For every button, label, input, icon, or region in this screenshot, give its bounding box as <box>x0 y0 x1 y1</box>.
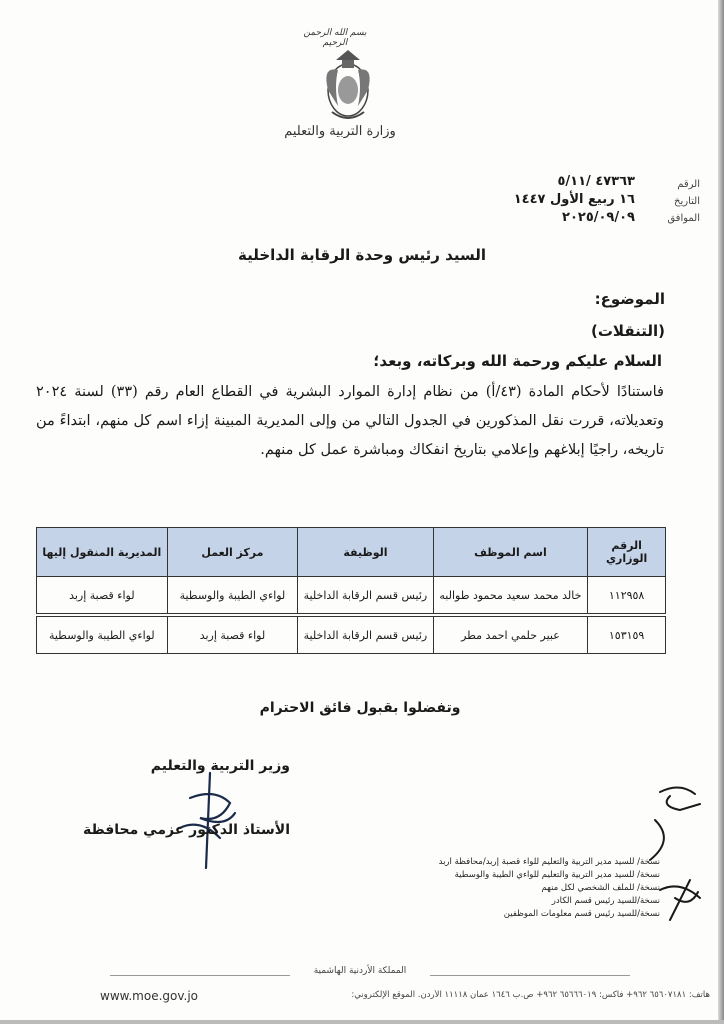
reference-values <box>500 173 635 227</box>
table-cell: رئيس قسم الرقابة الداخلية <box>298 577 433 614</box>
number-label: الرقم <box>677 179 700 190</box>
table-cell: لواء قصبة إربد <box>37 577 168 614</box>
column-header: اسم الموظف <box>433 528 588 577</box>
corresponding-label: الموافق <box>667 213 700 224</box>
transfers-table <box>36 527 666 654</box>
copy-item: نسخة/ للسيد مدير التربية والتعليم للواء قصبة إربد/محافظة اربد <box>438 857 660 867</box>
letter-body: فاستنادًا لأحكام المادة (٤٣/أ) من نظام إدارة الموارد البشرية في القطاع العام رقم (٣٣) لسنة ٢٠٢٤ وتعديلاته، قررت نقل المذكورين في الجدول التالي من وإلى المديرية المبينة إزاء اسم كل منهم، ابتداءً من تاريخه، راجيًا إبلاغهم وإعلامي بتاريخ انفكاك ومباشرة عمل كل منهم. <box>36 384 664 458</box>
closing-line: وتفضلوا بقبول فائق الاحترام <box>259 700 461 716</box>
table-row <box>37 577 666 614</box>
table-row <box>37 617 666 654</box>
table-cell: لواء قصبة إربد <box>167 617 298 654</box>
copies-list <box>390 856 660 921</box>
column-header: الرقم الوزاري <box>588 528 666 577</box>
copy-item: نسخة/ للسيد مدير التربية والتعليم للواءي الطيبة والوسطية <box>454 870 660 880</box>
table-header-row <box>37 528 666 577</box>
reference-labels <box>640 176 700 227</box>
footer-kingdom: المملكة الأردنية الهاشمية <box>290 966 430 976</box>
scan-edge <box>718 0 724 1024</box>
signatory-name: الأستاذ الدكتور عزمي محافظة <box>82 822 290 838</box>
signatory-title: وزير التربية والتعليم <box>150 758 290 774</box>
table-cell: لواءي الطيبة والوسطية <box>37 617 168 654</box>
coat-of-arms-icon <box>318 46 378 124</box>
basmala: بسم الله الرحمن الرحيم <box>303 28 367 48</box>
table-cell: خالد محمد سعيد محمود طوالبه <box>433 577 588 614</box>
subject: (التنقلات) <box>591 322 665 340</box>
addressee: السيد رئيس وحدة الرقابة الداخلية <box>238 246 486 264</box>
copy-item: نسخة/للسيد رئيس قسم معلومات الموظفين <box>503 909 660 919</box>
scan-edge <box>0 1020 724 1024</box>
column-header: المديرية المنقول إليها <box>37 528 168 577</box>
ministry-name: وزارة التربية والتعليم <box>284 124 396 139</box>
table-cell: ١١٢٩٥٨ <box>588 577 666 614</box>
table-cell: ١٥٣١٥٩ <box>588 617 666 654</box>
table-cell: رئيس قسم الرقابة الداخلية <box>298 617 433 654</box>
column-header: الوظيفة <box>298 528 433 577</box>
copy-item: نسخة/للسيد رئيس قسم الكادر <box>551 896 660 906</box>
column-header: مركز العمل <box>167 528 298 577</box>
subject-label: الموضوع: <box>594 290 665 308</box>
hijri-date: ١٦ ربيع الأول ١٤٤٧ <box>513 192 635 207</box>
date-label: التاريخ <box>674 196 700 207</box>
table-cell: عبير حلمي احمد مطر <box>433 617 588 654</box>
table-cell: لواءي الطيبة والوسطية <box>167 577 298 614</box>
footer-contact: هاتف: ٦٥٦٠٧١٨١ ٩٦٢+ فاكس: ٦٥٦٦٦٠١٩ ٩٦٢+ ص.ب ١٦٤٦ عمان ١١١١٨ الأردن. الموقع الإلكتروني: <box>351 990 710 1000</box>
reference-number: ٤٧٣٦٣ /٥/١١ <box>557 174 635 189</box>
greeting: السلام عليكم ورحمة الله وبركاته، وبعد؛ <box>373 352 662 370</box>
copy-item: نسخة/ للملف الشخصي لكل منهم <box>541 883 660 893</box>
gregorian-date: ٢٠٢٥/٠٩/٠٩ <box>562 210 635 225</box>
footer-website-link[interactable]: www.moe.gov.jo <box>100 989 199 1003</box>
